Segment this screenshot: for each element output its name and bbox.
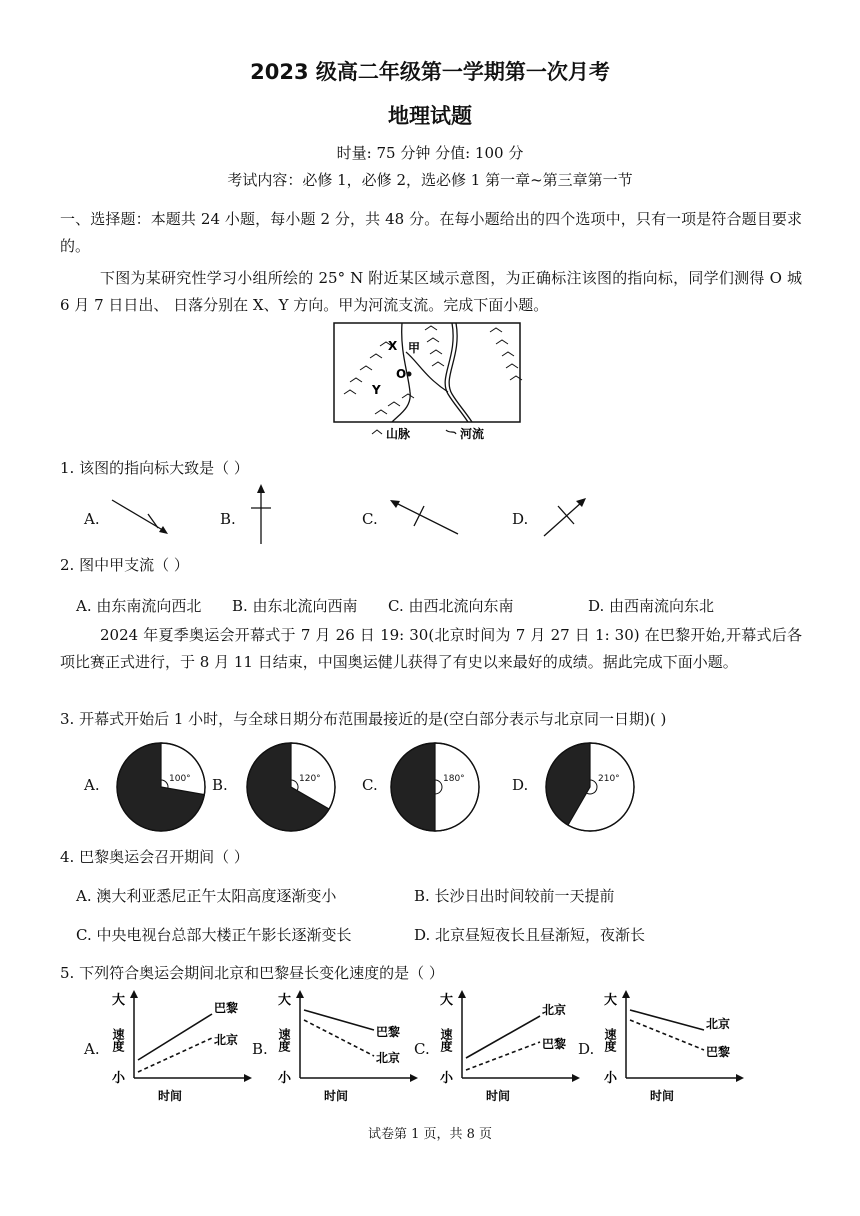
q3-pie-d	[543, 740, 637, 834]
q5-graph-a	[110, 988, 260, 1106]
q3-option-b: B.	[212, 776, 228, 794]
q5-option-b: B.	[252, 1040, 268, 1058]
axis-top-label: 大	[278, 993, 292, 1008]
exam-subtitle: 地理试题	[388, 104, 472, 128]
legend-river: 河流	[460, 427, 485, 441]
q2-option-a: A. 由东南流向西北	[76, 597, 202, 615]
q1-arrow-d-icon	[540, 496, 588, 540]
axis-x-label: 时间	[486, 1089, 511, 1103]
dashed-series-line	[630, 1020, 704, 1050]
map-label-jia: 甲	[408, 341, 421, 355]
pie-angle-label: 120°	[299, 774, 321, 784]
dashed-series-line	[304, 1020, 374, 1056]
legend-mountain: 山脉	[386, 427, 411, 441]
axis-top-label: 大	[112, 993, 126, 1008]
q3-pie-c	[388, 740, 482, 834]
q4-option-c: C. 中央电视台总部大楼正午影长逐渐变长	[76, 926, 352, 944]
q1-stem: 1. 该图的指向标大致是（ ）	[60, 459, 249, 477]
q5-options	[0, 988, 860, 1108]
axis-y-label: 速度	[603, 1028, 617, 1052]
solid-series-line	[138, 1014, 212, 1060]
q1-option-b: B.	[220, 510, 236, 528]
q1-option-a: A.	[84, 510, 100, 528]
q1-option-c: C.	[362, 510, 378, 528]
q1-option-d: D.	[512, 510, 529, 528]
dashed-series-label: 巴黎	[706, 1045, 731, 1059]
page-footer: 试卷第 1 页，共 8 页	[367, 1127, 493, 1142]
axis-top-label: 大	[604, 993, 618, 1008]
q2-option-b: B. 由东北流向西南	[232, 597, 358, 615]
solid-series-label: 巴黎	[214, 1001, 239, 1015]
solid-series-label: 巴黎	[376, 1025, 401, 1039]
map-label-o: O	[396, 367, 407, 381]
axis-bottom-label: 小	[604, 1071, 618, 1086]
q3-option-a: A.	[84, 776, 100, 794]
axis-y-label: 速度	[111, 1028, 125, 1052]
axis-bottom-label: 小	[440, 1071, 454, 1086]
q4-option-d: D. 北京昼短夜长且昼渐短，夜渐长	[414, 926, 646, 944]
intro-paragraph: 下图为某研究性学习小组所绘的 25° N 附近某区域示意图，为正确标注该图的指向标，同学们测得 O 城 6 月 7 日日出、 日落分别在 X、Y 方向。甲为河流支流。完成下面小题。	[60, 269, 802, 314]
axis-x-label: 时间	[650, 1089, 675, 1103]
q3-stem: 3. 开幕式开始后 1 小时，与全球日期分布范围最接近的是(空白部分表示与北京同一日期)( )	[60, 710, 667, 728]
dashed-series-line	[466, 1042, 540, 1070]
q4-option-a: A. 澳大利亚悉尼正午太阳高度逐渐变小	[76, 887, 337, 905]
solid-series-label: 北京	[542, 1003, 567, 1017]
dashed-series-line	[138, 1038, 212, 1072]
exam-content: 考试内容：必修 1，必修 2，选必修 1 第一章~第三章第一节	[227, 171, 633, 189]
dashed-series-label: 巴黎	[542, 1037, 567, 1051]
dashed-series-label: 北京	[376, 1051, 401, 1065]
q3-pie-a	[114, 740, 208, 834]
map-label-x: X	[388, 339, 398, 353]
q1-arrow-a-icon	[108, 496, 172, 540]
q5-graph-b	[276, 988, 426, 1106]
q5-option-c: C.	[414, 1040, 430, 1058]
intro2-paragraph: 2024 年夏季奥运会开幕式于 7 月 26 日 19: 30(北京时间为 7 月 27 日 1: 30) 在巴黎开始,开幕式后各项比赛正式进行，于 8 月 11 日结束，中国奥运健儿获得了有史以来最好的成绩。据此完成下面小题。	[60, 626, 802, 671]
q1-arrow-b-icon	[248, 484, 274, 548]
map-label-y: Y	[372, 383, 381, 397]
solid-series-line	[304, 1010, 374, 1030]
q2-stem: 2. 图中甲支流（ ）	[60, 556, 189, 574]
axis-bottom-label: 小	[278, 1071, 292, 1086]
axis-x-label: 时间	[324, 1089, 349, 1103]
q2-option-d: D. 由西南流向东北	[588, 597, 715, 615]
axis-bottom-label: 小	[112, 1071, 126, 1086]
solid-series-line	[466, 1016, 540, 1058]
q1-arrow-c-icon	[388, 496, 462, 540]
solid-series-line	[630, 1010, 704, 1030]
section-heading: 一、选择题：本题共 24 小题，每小题 2 分，共 48 分。在每小题给出的四个选项中，只有一项是符合题目要求的。	[60, 210, 802, 255]
axis-top-label: 大	[440, 993, 454, 1008]
q3-option-c: C.	[362, 776, 378, 794]
dashed-series-label: 北京	[214, 1033, 239, 1047]
solid-series-label: 北京	[706, 1017, 731, 1031]
q5-option-a: A.	[84, 1040, 100, 1058]
axis-y-label: 速度	[277, 1028, 291, 1052]
q3-option-d: D.	[512, 776, 529, 794]
q5-graph-c	[438, 988, 588, 1106]
q3-options	[0, 736, 860, 836]
pie-angle-label: 210°	[598, 774, 620, 784]
pie-angle-label: 100°	[169, 774, 191, 784]
q4-stem: 4. 巴黎奥运会召开期间（ ）	[60, 848, 249, 866]
time-score: 时量: 75 分钟 分值: 100 分	[336, 144, 524, 162]
q2-option-c: C. 由西北流向东南	[388, 597, 514, 615]
axis-y-label: 速度	[439, 1028, 453, 1052]
q5-stem: 5. 下列符合奥运会期间北京和巴黎昼长变化速度的是（ ）	[60, 964, 444, 982]
axis-x-label: 时间	[158, 1089, 183, 1103]
pie-angle-label: 180°	[443, 774, 465, 784]
q4-option-b: B. 长沙日出时间较前一天提前	[414, 887, 615, 905]
q5-option-d: D.	[578, 1040, 595, 1058]
q5-graph-d	[602, 988, 752, 1106]
region-map	[330, 322, 525, 444]
q3-pie-b	[244, 740, 338, 834]
exam-title: 2023 级高二年级第一学期第一次月考	[250, 60, 610, 84]
